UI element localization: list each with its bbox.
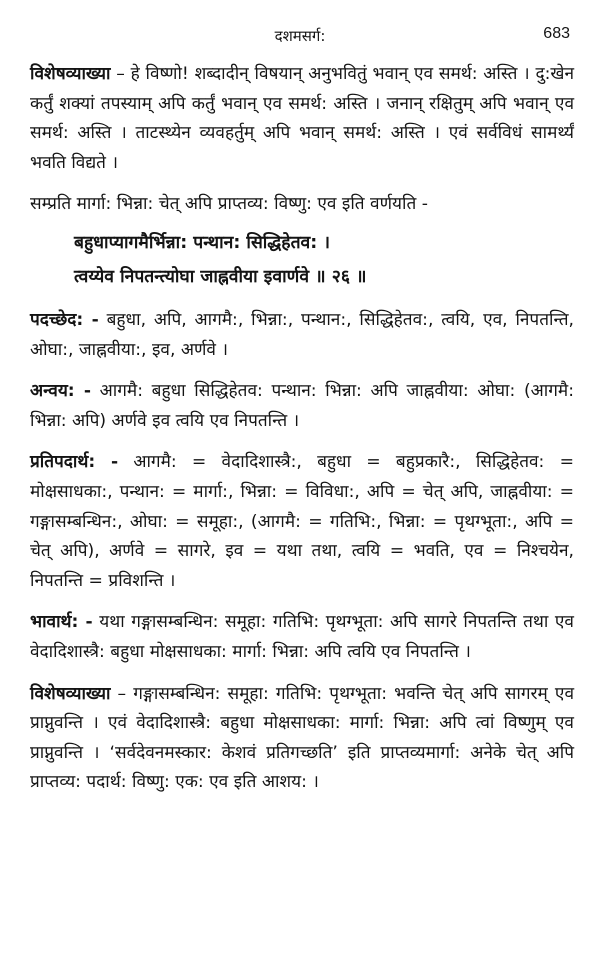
- page-number: 683: [543, 25, 570, 42]
- section-label: प्रतिपदार्थ: -: [30, 452, 119, 473]
- section-label: विशेषव्याख्या: [30, 683, 111, 704]
- section-text: आगमै: = वेदादिशास्त्रै:, बहुधा = बहुप्रकारै:, सिद्धिहेतव: = मोक्षसाधका:, पन्थान: = मार्गा:, भिन्ना: = विविधा:, अपि = चेत् अपि, जाह्नवीया: = गङ्गासम्बन्धिन:, ओघा: = समूहा:, (आगमै: = गतिभि:, भिन्ना: = पृथग्भूता:, अपि = चेत् अपि), अर्णवे = सागरे, इव = यथा तथा, त्वयि = भवति, एव = निश्चयेन, निपतन्ति = प्रविशन्ति ।: [30, 452, 574, 591]
- pratipadartha-paragraph: [30, 448, 574, 596]
- anvaya-paragraph: [30, 377, 574, 436]
- page-header: [0, 24, 600, 50]
- bhavartha-paragraph: [30, 608, 574, 667]
- section-text: आगमै: बहुधा सिद्धिहेतव: पन्थान: भिन्ना: अपि जाह्नवीया: ओघा: (आगमै: भिन्ना: अपि) अर्णवे इव त्वयि एव निपतन्ति ।: [30, 381, 574, 431]
- section-label: विशेषव्याख्या: [30, 64, 111, 84]
- section-text: यथा गङ्गासम्बन्धिन: समूहा: गतिभि: पृथग्भूता: अपि सागरे निपतन्ति तथा एव वेदादिशास्त्रै: बहुधा मोक्षसाधका: मार्गा: भिन्ना: अपि त्वयि एव निपतन्ति ।: [30, 612, 574, 662]
- running-title: दशमसर्ग:: [274, 27, 326, 45]
- vishesha-paragraph: [30, 680, 574, 798]
- padaccheda-paragraph: [30, 306, 574, 365]
- page-content: [30, 60, 574, 810]
- section-text: बहुधा, अपि, आगमै:, भिन्ना:, पन्थान:, सिद्धिहेतव:, त्वयि, एव, निपतन्ति, ओघा:, जाह्नवीया:, इव, अर्णवे ।: [30, 309, 574, 360]
- section-label: पदच्छेद: -: [30, 309, 99, 330]
- section-text: सम्प्रति मार्गा: भिन्ना: चेत् अपि प्राप्तव्य: विष्णु: एव इति वर्णयति -: [30, 194, 428, 215]
- section-text: – हे विष्णो! शब्दादीन् विषयान् अनुभवितुं भवान् एव समर्थ: अस्ति । दु:खेन कर्तुं शक्यां तपस्याम् अपि कर्तुं भवान् एव समर्थ: अस्ति । जनान् रक्षितुम् अपि भवान् एव समर्थ: अस्ति । ताटस्थ्येन व्यवहर्तुम् अपि भवान् समर्थ: अस्ति । एवं सर्वविधं सामर्थ्यं भवति विद्यते ।: [30, 64, 574, 173]
- section-label: अन्वय: -: [30, 381, 91, 402]
- commentary-paragraph: [30, 60, 574, 178]
- verse-line-1: बहुधाप्यागमैर्भिन्ना: पन्थान: सिद्धिहेतव: ।: [74, 232, 331, 253]
- section-text: – गङ्गासम्बन्धिन: समूहा: गतिभि: पृथग्भूता: भवन्ति चेत् अपि सागरम् एव प्राप्नुवन्ति । एवं वेदादिशास्त्रै: बहुधा मोक्षसाधका: मार्गा: भिन्ना: अपि त्वां विष्णुम् एव प्राप्नुवन्ति । ‘सर्वदेवनमस्कार: केशवं प्रतिगच्छति’ इति प्राप्तव्यमार्गा: अनेके चेत् अपि प्राप्तव्य: पदार्थ: विष्णु: एक: एव इति आशय: ।: [30, 683, 574, 793]
- section-label: भावार्थ: -: [30, 612, 93, 633]
- verse-line-2: त्वय्येव निपतन्त्योघा जाह्नवीया इवार्णवे ॥ २६ ॥: [74, 266, 367, 287]
- verse-block: [30, 226, 574, 294]
- intro-line: [30, 190, 574, 220]
